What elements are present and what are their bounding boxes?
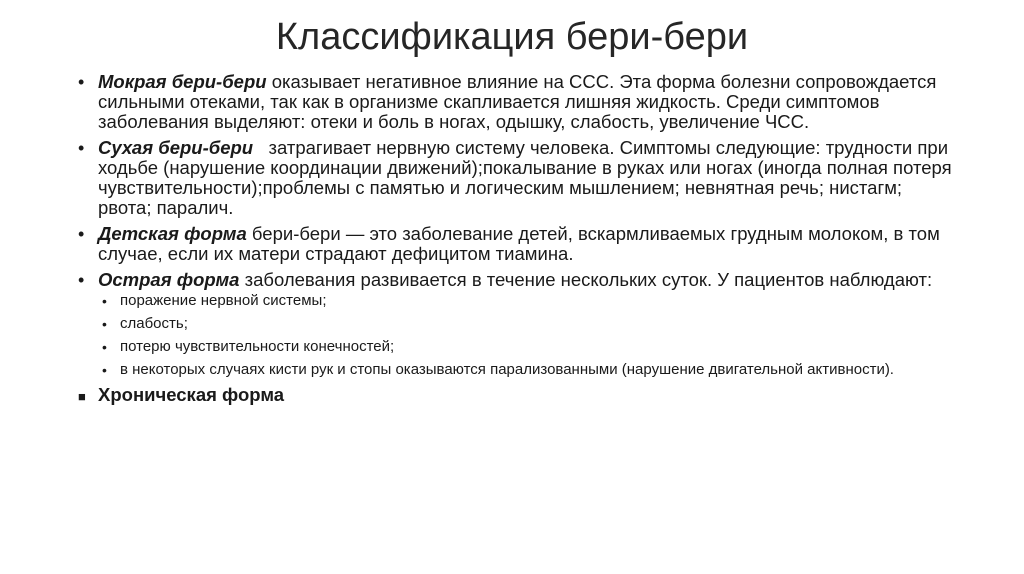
item-text: бери-бери — это заболевание детей, вскармливаемых грудным молоком, в том случае, если их матери страдают дефицитом тиамина. [98, 223, 940, 264]
main-bullet-list [76, 72, 956, 405]
square-bullet-icon: ■ [78, 389, 86, 404]
list-item-acute-form [76, 270, 956, 379]
bullet-icon: • [78, 270, 85, 290]
list-item-dry-beriberi [76, 138, 956, 218]
list-item-wet-beriberi [76, 72, 956, 132]
bullet-icon: • [78, 138, 85, 158]
sub-list-item [98, 361, 956, 379]
item-text: затрагивает нервную систему человека. Симптомы следующие: трудности при ходьбе (нарушение координации движений);покалывание в руках или ногах (иногда полная потеря чувствительности);проблемы с памятью и логическим мышлением; невнятная речь; нистагм; рвота; паралич. [98, 137, 957, 218]
sub-item-text: слабость; [120, 315, 188, 332]
sub-list-item [98, 315, 956, 333]
sub-list-item [98, 292, 956, 310]
sub-item-text: поражение нервной системы; [120, 292, 327, 309]
term-label: Хроническая форма [98, 384, 285, 405]
list-item-chronic-form [76, 385, 956, 405]
sub-bullet-list [98, 292, 956, 379]
item-text: оказывает негативное влияние на ССС. Эта форма болезни сопровождается сильными отеками, так как в организме скапливается лишняя жидкость. Среди симптомов заболевания выделяют: отеки и боль в ногах, одышку, слабость, увеличение ЧСС. [98, 71, 942, 132]
sub-bullet-icon: • [102, 293, 107, 309]
sub-bullet-icon: • [102, 362, 107, 378]
sub-bullet-icon: • [102, 339, 107, 355]
term-label: Сухая бери-бери [98, 137, 254, 158]
sub-item-text: в некоторых случаях кисти рук и стопы оказываются парализованными (нарушение двигательной активности). [120, 361, 894, 378]
slide-title: Классификация бери-бери [275, 16, 749, 58]
term-label: Мокрая бери-бери [98, 71, 267, 92]
sub-item-text: потерю чувствительности конечностей; [120, 338, 395, 355]
list-item-infant-form [76, 224, 956, 264]
slide-content [76, 72, 956, 411]
sub-bullet-icon: • [102, 316, 107, 332]
term-label: Детская форма [98, 223, 247, 244]
bullet-icon: • [78, 72, 85, 92]
item-text: заболевания развивается в течение нескольких суток. У пациентов наблюдают: [239, 269, 933, 290]
bullet-icon: • [78, 224, 85, 244]
term-label: Острая форма [98, 269, 240, 290]
sub-list-item [98, 338, 956, 356]
